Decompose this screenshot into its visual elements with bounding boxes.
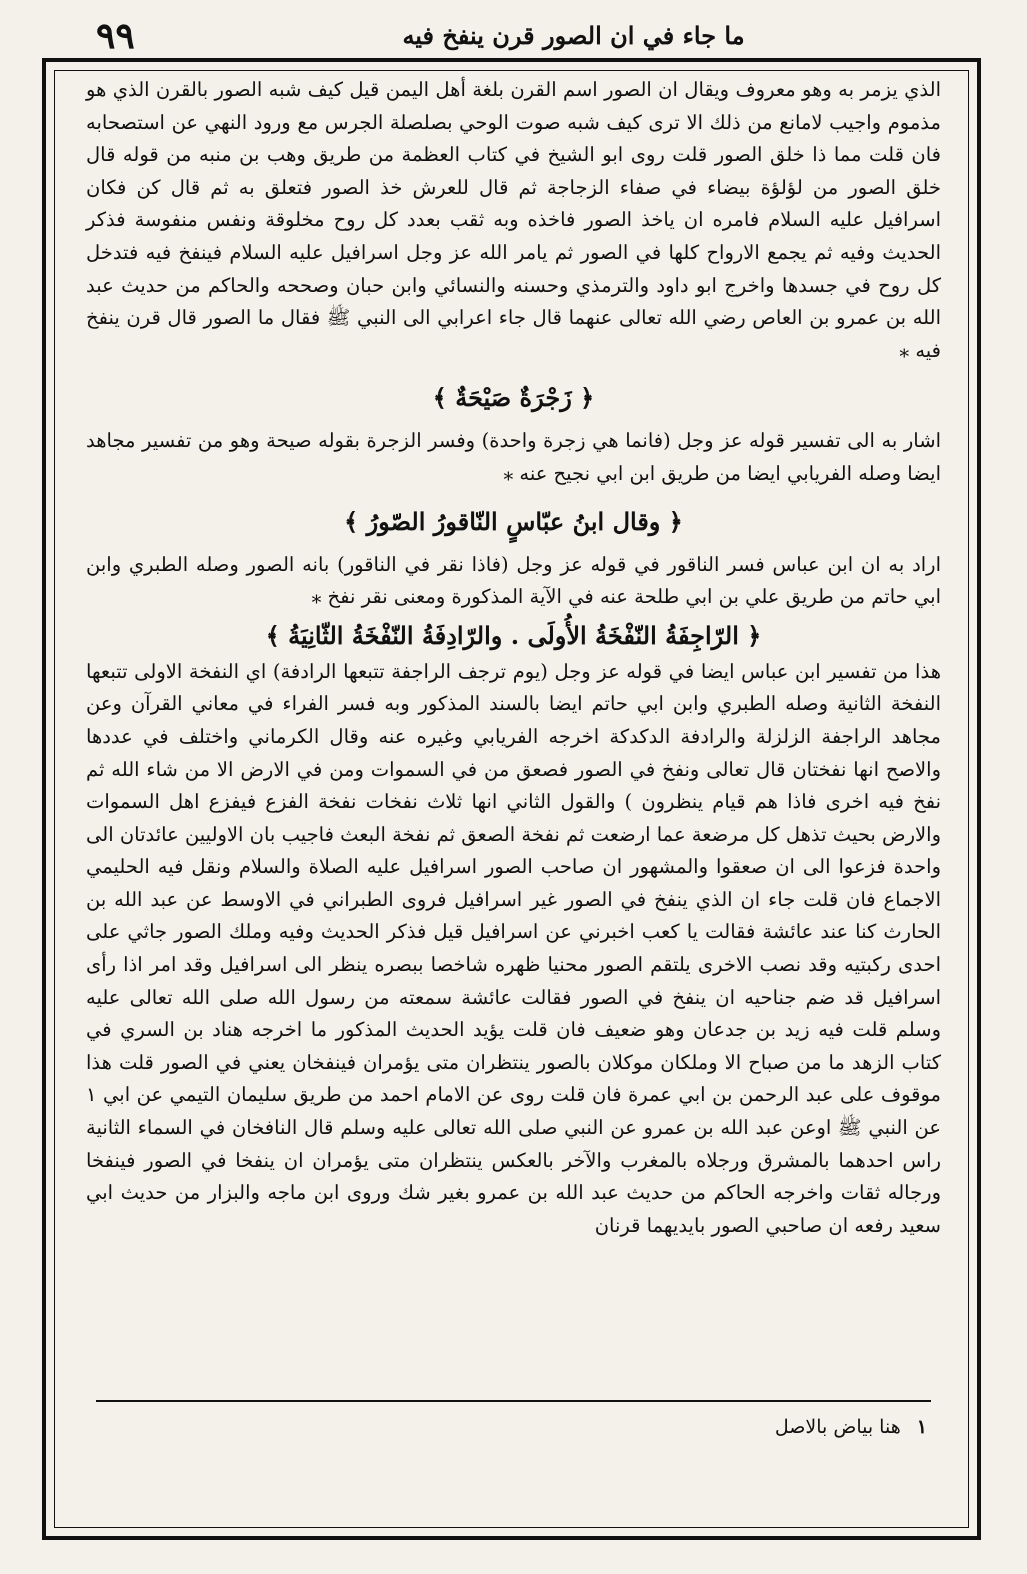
section-heading-3: ﴿ الرّاجِفَةُ النّفْخَةُ الأُولَى . والرّادِفَةُ النّفْخَةُ الثّانِيَةُ ﴾ xyxy=(265,620,762,650)
paragraph-1: الذي يزمر به وهو معروف ويقال ان الصور اسم القرن بلغة أهل اليمن قيل كيف شبه الصور بالقرن الذي هو مذموم واجيب لامانع من ذلك الا ترى كيف شبه صوت الوحي بصلصلة الجرس مع ورود النهي عن استصحابه فان قلت مما ذا خلق الصور قلت روى ابو الشيخ في كتاب العظمة من طريق وهب بن منبه من قوله قال خلق الصور من لؤلؤة بيضاء في صفاء الزجاجة ثم قال للعرش خذ الصور فتعلق به ثم قال كن فكان اسرافيل عليه السلام فامره ان ياخذ الصور فاخذه وبه ثقب بعدد كل روح مخلوقة ونفس منفوسة فذكر الحديث وفيه ثم يجمع الارواح كلها في الصور ثم يامر الله عز وجل اسرافيل عليه السلام فينفخ فيه فتدخل كل روح في جسدها واخرج ابو داود والترمذي وحسنه والنسائي وابن حبان وصححه والحاكم من حديث عبد الله بن عمرو بن العاص رضي الله تعالى عنهما قال جاء اعرابي الى النبي ﷺ فقال ما الصور قال قرن ينفخ فيه ⁎ xyxy=(86,78,941,362)
footnote-text: هنا بياض بالاصل xyxy=(774,1416,901,1438)
footnote-divider xyxy=(96,1400,931,1402)
running-head: ما جاء في ان الصور قرن ينفخ فيه xyxy=(402,21,745,50)
section-heading-1: ﴿ زَجْرَةٌ صَيْحَةٌ ﴾ xyxy=(432,383,595,413)
footnote xyxy=(775,1412,927,1442)
section-heading-2: ﴿ وقال ابنُ عبّاسٍ النّاقورُ الصّورُ ﴾ xyxy=(344,506,683,536)
footnote-marker: ١ xyxy=(916,1416,927,1438)
paragraph-3: اراد به ان ابن عباس فسر الناقور في قوله عز وجل (فاذا نقر في الناقور) بانه الصور وصله الطبري وابن ابي حاتم من طريق علي بن ابي طلحة عنه في الآية المذكورة ومعنى نقر نفخ ⁎ xyxy=(86,552,941,609)
paragraph-2: اشار به الى تفسير قوله عز وجل (فانما هي زجرة واحدة) وفسر الزجرة بقوله صيحة وهو من تفسير مجاهد ايضا وصله الفريابي ايضا من طريق ابن ابي نجيح عنه ⁎ xyxy=(86,429,941,485)
page-number: ٩٩ xyxy=(96,15,135,57)
page-header xyxy=(60,14,967,58)
paragraph-4: هذا من تفسير ابن عباس ايضا في قوله عز وجل (يوم ترجف الراجفة تتبعها الرادفة) اي النفخة الاولى تتبعها النفخة الثانية وصله الطبري وابن ابي حاتم ايضا بالسند المذكور وبه فسر الفراء في معاني القرآن وعن مجاهد الراجفة الزلزلة والرادفة الدكدكة اخرجه الفريابي وغيره عنه وقال الكرماني واختلف في عددها والاصح انها نفختان قال تعالى ونفخ في الصور فصعق من في السموات ومن في الارض الا من شاء الله ثم نفخ فيه اخرى فاذا هم قيام ينظرون ) والقول الثاني انها ثلاث نفخات نفخة الفزع فيفزع اهل السموات والارض بحيث تذهل كل مرضعة عما ارضعت ثم نفخة الصعق ثم نفخة البعث فاجيب بان الاوليين عائدتان الى واحدة فزعوا الى ان صعقوا والمشهور ان صاحب الصور اسرافيل عليه الصلاة والسلام ونقل فيه الحليمي الاجماع فان قلت جاء ان الذي ينفخ في الصور غير اسرافيل فروى الطبراني في الاوسط عن عبد الله بن الحارث كنا عند عائشة فقالت يا كعب اخبرني عن اسرافيل قيل فذكر الحديث وفيه وملك الصور جاثي على احدى ركبتيه وقد نصب الاخرى يلتقم الصور محنيا ظهره شاخصا ببصره ينظر الى اسرافيل وقد امر اذا رأى اسرافيل قد ضم جناحيه ان ينفخ في الصور فقالت عائشة سمعته من رسول الله صلى الله تعالى عليه وسلم قلت فيه زيد بن جدعان وهو ضعيف فان قلت يؤيد الحديث المذكور ما اخرجه هناد بن السري في كتاب الزهد ما من صباح الا وملكان موكلان بالصور ينتظران متى يؤمران فينفخان يعني في الصور قلت هذا موقوف على عبد الرحمن بن ابي عمرة فان قلت روى عن الامام احمد من طريق سليمان التيمي عن ابي ١ عن النبي ﷺ اوعن عبد الله بن عمرو عن النبي صلى الله تعالى عليه وسلم قال النافخان في السماء الثانية راس احدهما بالمشرق ورجلاه بالمغرب والآخر بالعكس ينتظران متى يؤمران ان ينفخا في الصور فينفخا ورجاله ثقات واخرجه الحاكم من حديث عبد الله بن عمرو بغير شك وروى ابن ماجه والبزار من حديث ابي سعيد رفعه ان صاحبي الصور بايديهما قرنان xyxy=(86,659,941,1237)
page-body xyxy=(86,74,941,1242)
